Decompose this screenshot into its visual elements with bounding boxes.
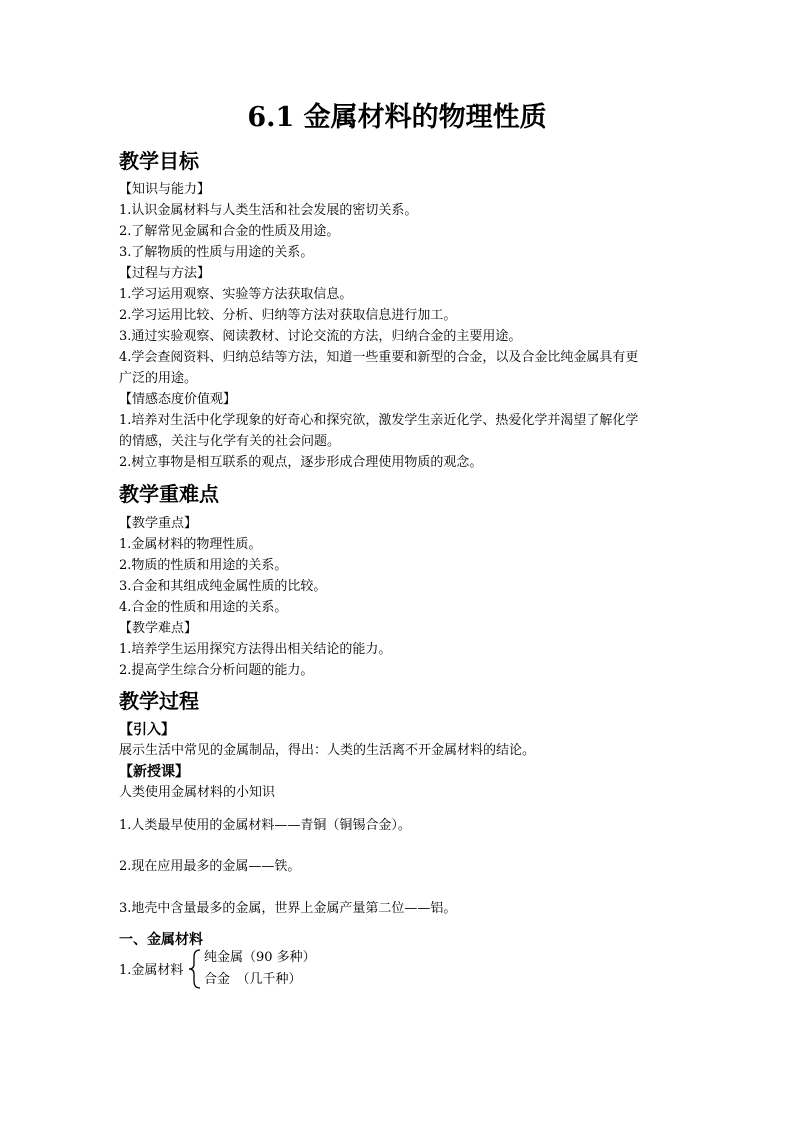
section-heading-objectives: 教学目标 <box>119 149 199 173</box>
classification-root: 1.金属材料 <box>119 963 184 978</box>
new-lesson-label: 【新授课】 <box>119 764 189 780</box>
list-item-continuation: 广泛的用途。 <box>119 371 198 386</box>
subsection-label-focus: 【教学重点】 <box>119 516 198 531</box>
section-heading-keypoints: 教学重难点 <box>119 482 219 506</box>
list-item: 1.金属材料的物理性质。 <box>119 537 262 552</box>
list-item: 1.培养学生运用探究方法得出相关结论的能力。 <box>119 642 392 657</box>
list-item: 4.学会查阅资料、归纳总结等方法，知道一些重要和新型的合金，以及合金比纯金属具有更 <box>119 350 639 365</box>
list-item: 2.学习运用比较、分析、归纳等方法对获取信息进行加工。 <box>119 308 457 323</box>
list-item: 3.通过实验观察、阅读教材、讨论交流的方法，归纳合金的主要用途。 <box>119 329 522 344</box>
list-item: 1.培养对生活中化学现象的好奇心和探究欲，激发学生亲近化学、热爱化学并渴望了解化学 <box>119 413 639 428</box>
fact-item: 2.现在应用最多的金属——铁。 <box>119 859 301 874</box>
part-heading-metal-materials: 一、金属材料 <box>119 932 203 948</box>
section-heading-process: 教学过程 <box>119 689 199 713</box>
subsection-label-process: 【过程与方法】 <box>119 266 211 281</box>
list-item: 3.合金和其组成纯金属性质的比较。 <box>119 579 327 594</box>
list-item: 2.了解常见金属和合金的性质及用途。 <box>119 224 340 239</box>
intro-label: 【引入】 <box>119 722 175 738</box>
list-item: 2.物质的性质和用途的关系。 <box>119 558 288 573</box>
classification-branch-alloy: 合金 （几千种） <box>204 972 302 987</box>
fact-item: 1.人类最早使用的金属材料——青铜（铜锡合金）。 <box>119 818 411 833</box>
intro-text: 展示生活中常见的金属制品，得出：人类的生活离不开金属材料的结论。 <box>119 743 536 758</box>
list-item: 1.学习运用观察、实验等方法获取信息。 <box>119 287 353 302</box>
list-item: 2.树立事物是相互联系的观点，逐步形成合理使用物质的观念。 <box>119 455 483 470</box>
list-item: 1.认识金属材料与人类生活和社会发展的密切关系。 <box>119 203 418 218</box>
page-title: 6.1 金属材料的物理性质 <box>247 102 547 133</box>
left-brace-icon <box>188 949 202 989</box>
subsection-label-difficulty: 【教学难点】 <box>119 621 198 636</box>
subsection-label-attitude: 【情感态度价值观】 <box>119 392 237 407</box>
list-item: 4.合金的性质和用途的关系。 <box>119 600 288 615</box>
subsection-label-knowledge: 【知识与能力】 <box>119 182 211 197</box>
list-item: 3.了解物质的性质与用途的关系。 <box>119 245 314 260</box>
list-item-continuation: 的情感，关注与化学有关的社会问题。 <box>119 434 341 449</box>
list-item: 2.提高学生综合分析问题的能力。 <box>119 663 314 678</box>
fact-item: 3.地壳中含量最多的金属，世界上金属产量第二位——铝。 <box>119 901 457 916</box>
new-lesson-subtitle: 人类使用金属材料的小知识 <box>119 785 276 800</box>
classification-branch-pure-metal: 纯金属（90 多种） <box>204 950 316 965</box>
